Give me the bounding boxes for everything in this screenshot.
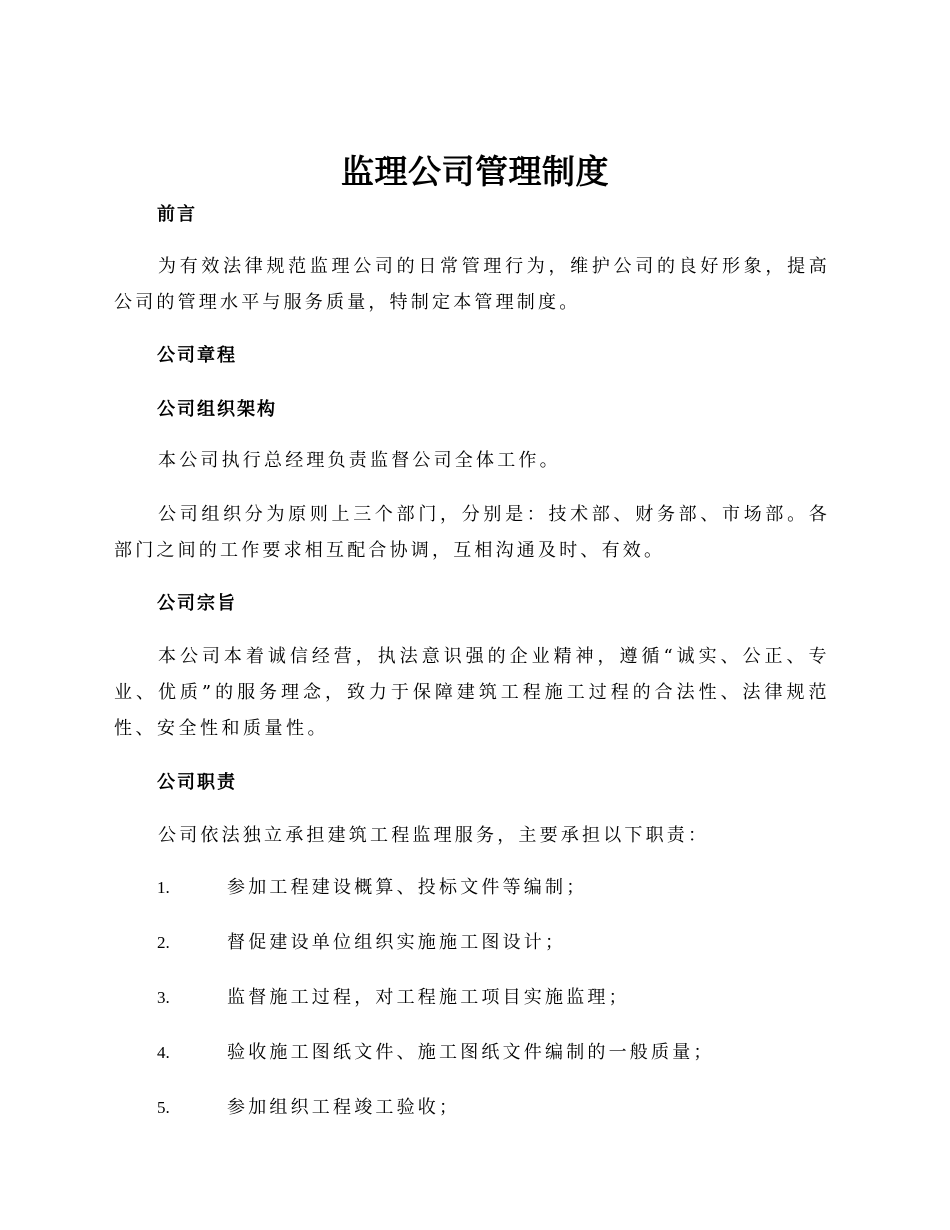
list-item-number: 4. <box>157 1043 170 1062</box>
heading-structure: 公司组织架构 <box>157 399 277 420</box>
list-item <box>157 983 837 1013</box>
list-item-number: 1. <box>157 878 170 897</box>
list-item-number: 2. <box>157 933 170 952</box>
heading-charter: 公司章程 <box>157 345 237 366</box>
list-item-text: 督促建设单位组织实施施工图设计； <box>227 932 567 953</box>
list-item <box>157 1093 837 1123</box>
paragraph-duties-intro: 公司依法独立承担建筑工程监理服务，主要承担以下职责： <box>158 825 710 846</box>
paragraph-preface: 为有效法律规范监理公司的日常管理行为，维护公司的良好形象，提高公司的管理水平与服务质量，特制定本管理制度。 <box>114 256 830 313</box>
list-item-text: 参加工程建设概算、投标文件等编制； <box>227 877 588 898</box>
list-item-text: 参加组织工程竣工验收； <box>227 1097 461 1118</box>
paragraph-purpose: 本公司本着诚信经营，执法意识强的企业精神，遵循“诚实、公正、专业、优质”的服务理念，致力于保障建筑工程施工过程的合法性、法律规范性、安全性和质量性。 <box>114 646 830 739</box>
list-item-text: 监督施工过程，对工程施工项目实施监理； <box>227 987 630 1008</box>
heading-preface: 前言 <box>157 204 197 225</box>
list-item-text: 验收施工图纸文件、施工图纸文件编制的一般质量； <box>227 1042 715 1063</box>
paragraph-structure-2: 公司组织分为原则上三个部门，分别是：技术部、财务部、市场部。各部门之间的工作要求相互配合协调，互相沟通及时、有效。 <box>114 504 830 561</box>
heading-duties: 公司职责 <box>157 772 237 793</box>
list-item <box>157 928 837 958</box>
list-item <box>157 873 837 903</box>
list-item-number: 3. <box>157 988 170 1007</box>
list-item <box>157 1038 837 1068</box>
paragraph-structure-1: 本公司执行总经理负责监督公司全体工作。 <box>158 450 561 471</box>
list-item-number: 5. <box>157 1098 170 1117</box>
heading-purpose: 公司宗旨 <box>157 593 237 614</box>
document-title: 监理公司管理制度 <box>341 152 609 191</box>
